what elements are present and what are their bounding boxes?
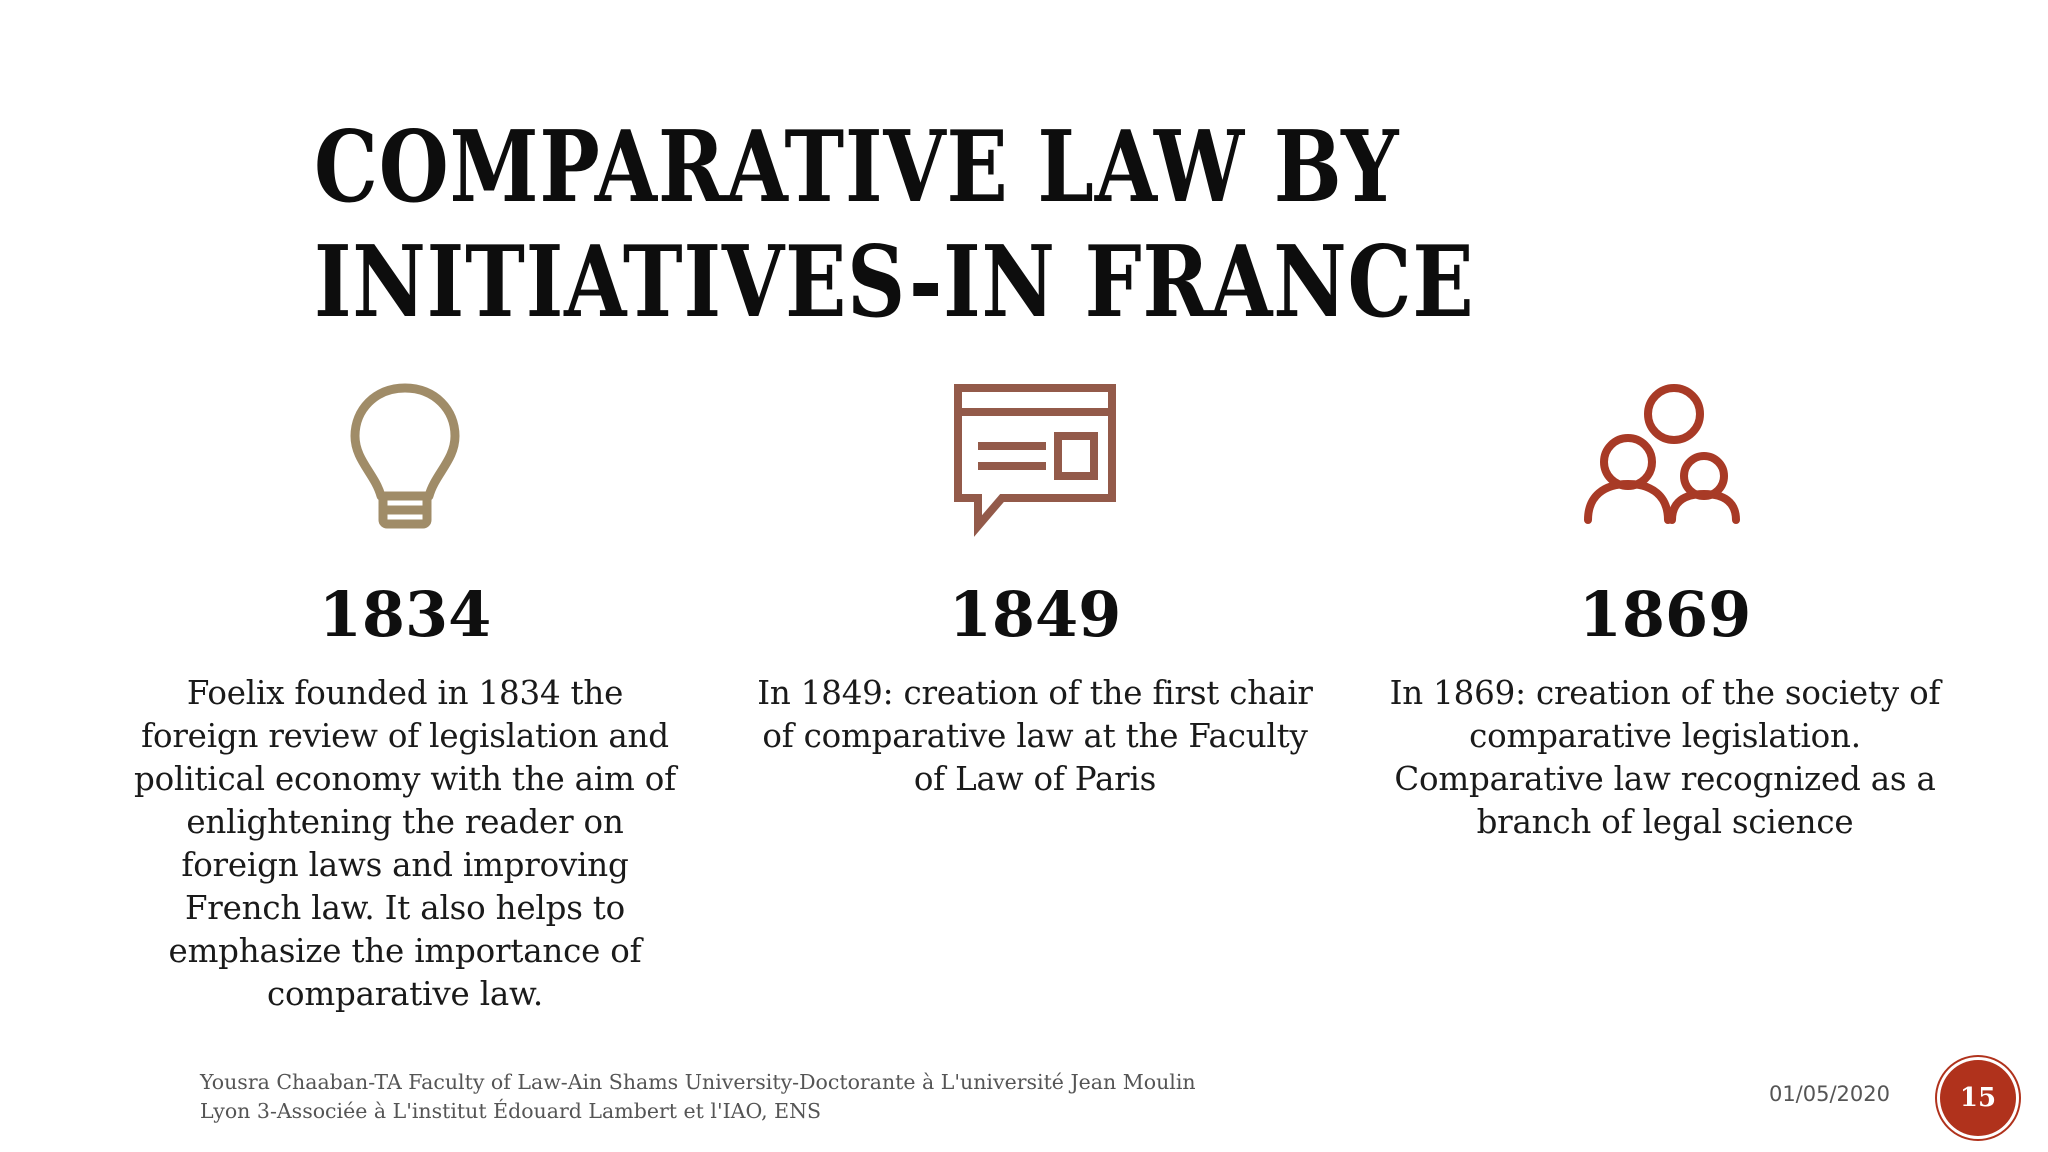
year-label: 1849: [948, 578, 1122, 651]
speech-bubble-icon: [755, 380, 1315, 560]
page-number: 15: [1959, 1083, 1997, 1113]
lightbulb-icon: [125, 380, 685, 560]
footer-author: [200, 1068, 1300, 1126]
column-description: In 1869: creation of the society of comparative legislation. Comparative law recognized as a branch of legal science: [1389, 674, 1941, 841]
year-label: 1834: [318, 578, 492, 651]
column-description: Foelix founded in 1834 the foreign review of legislation and political economy with the aim of enlightening the reader on foreign laws and improving French law. It also helps to emphasize the importance of comparative law.: [134, 674, 676, 1013]
timeline-column-1849: [755, 380, 1315, 801]
column-description: In 1849: creation of the first chair of comparative law at the Faculty of Law of Paris: [757, 674, 1313, 798]
footer-line-2: Lyon 3-Associée à L'institut Édouard Lambert et l'IAO, ENS: [200, 1099, 822, 1123]
slide-date: 01/05/2020: [1768, 1082, 1890, 1106]
people-group-icon: [1385, 380, 1945, 560]
slide-title-line-2: INITIATIVES-IN FRANCE: [314, 225, 1475, 340]
footer-line-1: Yousra Chaaban-TA Faculty of Law-Ain Shams University-Doctorante à L'université Jean Moulin: [200, 1070, 1196, 1094]
timeline-column-1834: [125, 380, 685, 1016]
year-label: 1869: [1578, 578, 1752, 651]
slide-title: [314, 110, 1475, 340]
page-number-badge: [1940, 1060, 2016, 1136]
slide-title-line-1: COMPARATIVE LAW BY: [314, 110, 1400, 225]
timeline-column-1869: [1385, 380, 1945, 844]
